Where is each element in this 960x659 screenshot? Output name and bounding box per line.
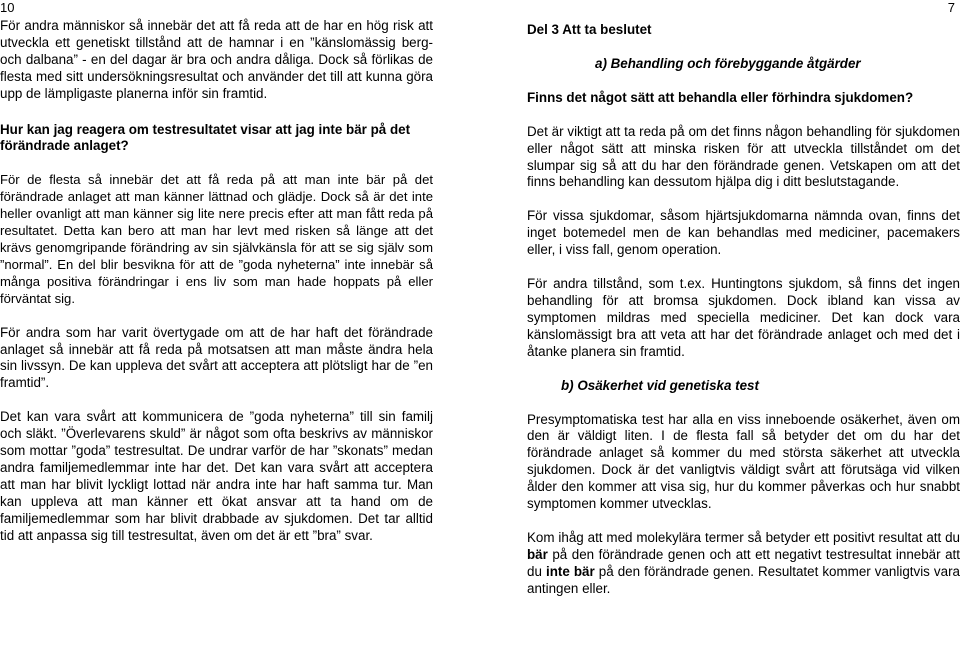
left-column (0, 0, 433, 544)
p5-emphasis-inte-bar: inte bär (545, 563, 595, 579)
subsection-b-title: b) Osäkerhet vid genetiska test (561, 377, 759, 393)
p5-emphasis-bar: bär (527, 546, 548, 562)
treatment-question: Finns det något sätt att behandla eller förhindra sjukdomen? (527, 89, 914, 105)
right-paragraph-3: För andra tillstånd, som t.ex. Huntingtons sjukdom, så finns det ingen behandling för att bromsa sjukdomen. Dock ibland kan vissa av symptomen mildras med speciella mediciner. Det kan dock vara känslomässigt bra att veta att har det förändrade anlaget och med det i åtanke planera sin framtid. (527, 276, 960, 359)
right-column (527, 0, 960, 598)
left-paragraph-3: För andra som har varit övertygade om att de har haft det förändrade anlaget så innebär att få reda på motsatsen att man måste ändra hela sin livssyn. De kan uppleva det svårt att acceptera att plötsligt har de ”en framtid”. (0, 324, 433, 391)
p5-text-c: på den förändrade genen och att ett negativt testresultat innebär att du (527, 546, 960, 579)
p5-text-a: Kom ihåg att med molekylära termer så betyder ett positivt resultat att du (527, 529, 960, 545)
page-number-right: 7 (947, 0, 955, 15)
left-paragraph-2: För de flesta så innebär det att få reda på att man inte bär på det förändrade anlaget att man känner lättnad och glädje. Dock så är det inte heller ovanligt att man känner sig lite nere precis efter att man fått reda på resultatet. Detta kan bero att man har levt med risken så länge att det krävs genomgripande förändring av sin självkänsla för att se sig själv som ”normal”. En del blir besvikna för att de ”goda nyheterna” inte innebär så många positiva förändringar i ens liv som man hade hoppats på eller förväntat sig. (0, 172, 433, 306)
right-paragraph-4: Presymptomatiska test har alla en viss inneboende osäkerhet, även om den är väldigt liten. I de flesta fall så betyder det om du har det förändrade anlaget så kommer du med största säkerhet att utveckla sjukdomen. Dock är det vanligtvis väldigt svårt att förutsäga vid vilken ålder den kommer att visa sig, hur du kommer påverkas och hur snabbt symptomen kommer utvecklas. (527, 411, 960, 512)
subsection-a-title: a) Behandling och förebyggande åtgärder (595, 55, 861, 71)
right-paragraph-5 (527, 530, 960, 598)
right-paragraph-1: Det är viktigt att ta reda på om det finns någon behandling för sjukdomen eller något sätt att minska risken för att utveckla tillståndet om det slumpar sig så att du har den förändrade genen. Vetskapen om att det finns behandling kan dessutom hjälpa dig i ditt beslutstagande. (527, 123, 960, 190)
p5-text-d: på den förändrade genen. Resultatet kommer vanligtvis vara antingen eller. (527, 563, 960, 596)
left-paragraph-1: För andra människor så innebär det att få reda att de har en hög risk att utveckla ett genetiskt tillstånd att de hamnar i en ”känslomässig berg- och dalbana” - en del dagar är bra och andra dåliga. Dock så förlikas de flesta med sitt undersökningsresultat och använder det till att kunna göra upp de lämpligaste planerna inför sin framtid. (0, 18, 433, 101)
section-title: Del 3 Att ta beslutet (527, 22, 652, 37)
left-paragraph-4: Det kan vara svårt att kommunicera de ”goda nyheterna” till sin familj och släkt. ”Överlevarens skuld” är något som ofta beskrivs av människor som mottar ”goda” testresultat. De undrar varför de har ”skonats” medan andra familjemedlemmar inte har det. Det kan vara svårt att acceptera att man har blivit lyckligt lottad när andra inte har haft samma tur. Man kan uppleva att man känner ett ökat ansvar att ta hand om de familjemedlemmar som har blivit drabbade av sjukdomen. Det tar alltid tid att anpassa sig till testresultat, även om det är ett ”bra” svar. (0, 409, 433, 543)
left-heading: Hur kan jag reagera om testresultatet visar att jag inte bär på det förändrade anlaget? (0, 121, 411, 154)
page-number-left: 10 (0, 0, 15, 15)
right-paragraph-2: För vissa sjukdomar, såsom hjärtsjukdomarna nämnda ovan, finns det inget botemedel men de kan behandlas med mediciner, pacemakers eller, i viss fall, genom operation. (527, 208, 960, 258)
